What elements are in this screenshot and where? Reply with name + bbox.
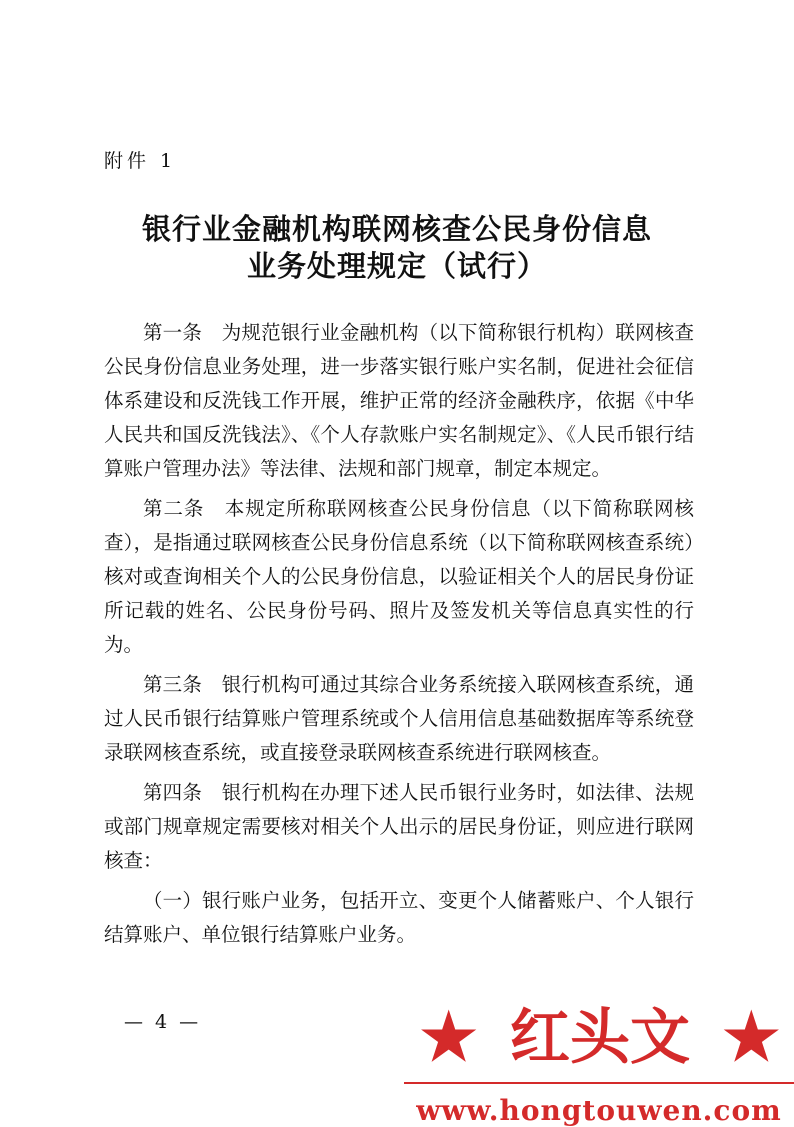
star-left-icon: ★: [420, 1000, 478, 1075]
article-4: 第四条 银行机构在办理下述人民币银行业务时，如法律、法规或部门规章规定需要核对相关个人出示的居民身份证，则应进行联网核查：: [104, 781, 694, 872]
attachment-label: 附件 1: [104, 150, 177, 172]
document-body: [104, 316, 694, 958]
watermark-divider: [404, 1082, 794, 1084]
watermark-logo: [420, 1000, 780, 1076]
star-right-icon: ★: [722, 1000, 780, 1075]
article-4-item-1: （一）银行账户业务，包括开立、变更个人储蓄账户、个人银行结算账户、单位银行结算账户业务。: [104, 889, 694, 946]
document-title-line-1: 银行业金融机构联网核查公民身份信息: [141, 212, 652, 246]
article-1: 第一条 为规范银行业金融机构（以下简称银行机构）联网核查公民身份信息业务处理，进一步落实银行账户实名制，促进社会征信体系建设和反洗钱工作开展，维护正常的经济金融秩序，依据《中华人民共和国反洗钱法》、《个人存款账户实名制规定》、《人民币银行结算账户管理办法》等法律、法规和部门规章，制定本规定。: [104, 321, 694, 480]
article-2: 第二条 本规定所称联网核查公民身份信息（以下简称联网核查），是指通过联网核查公民身份信息系统（以下简称联网核查系统）核对或查询相关个人的公民身份信息，以验证相关个人的居民身份证所记载的姓名、公民身份号码、照片及签发机关等信息真实性的行为。: [104, 497, 694, 656]
page-number: — 4 —: [124, 1011, 202, 1033]
document-title-line-2: 业务处理规定（试行）: [246, 249, 547, 283]
article-3: 第三条 银行机构可通过其综合业务系统接入联网核查系统，通过人民币银行结算账户管理系统或个人信用信息基础数据库等系统登录联网核查系统，或直接登录联网核查系统进行联网核查。: [104, 673, 694, 764]
watermark-text: 红头文: [510, 1003, 690, 1073]
watermark-url: www.hongtouwen.com: [416, 1094, 782, 1127]
